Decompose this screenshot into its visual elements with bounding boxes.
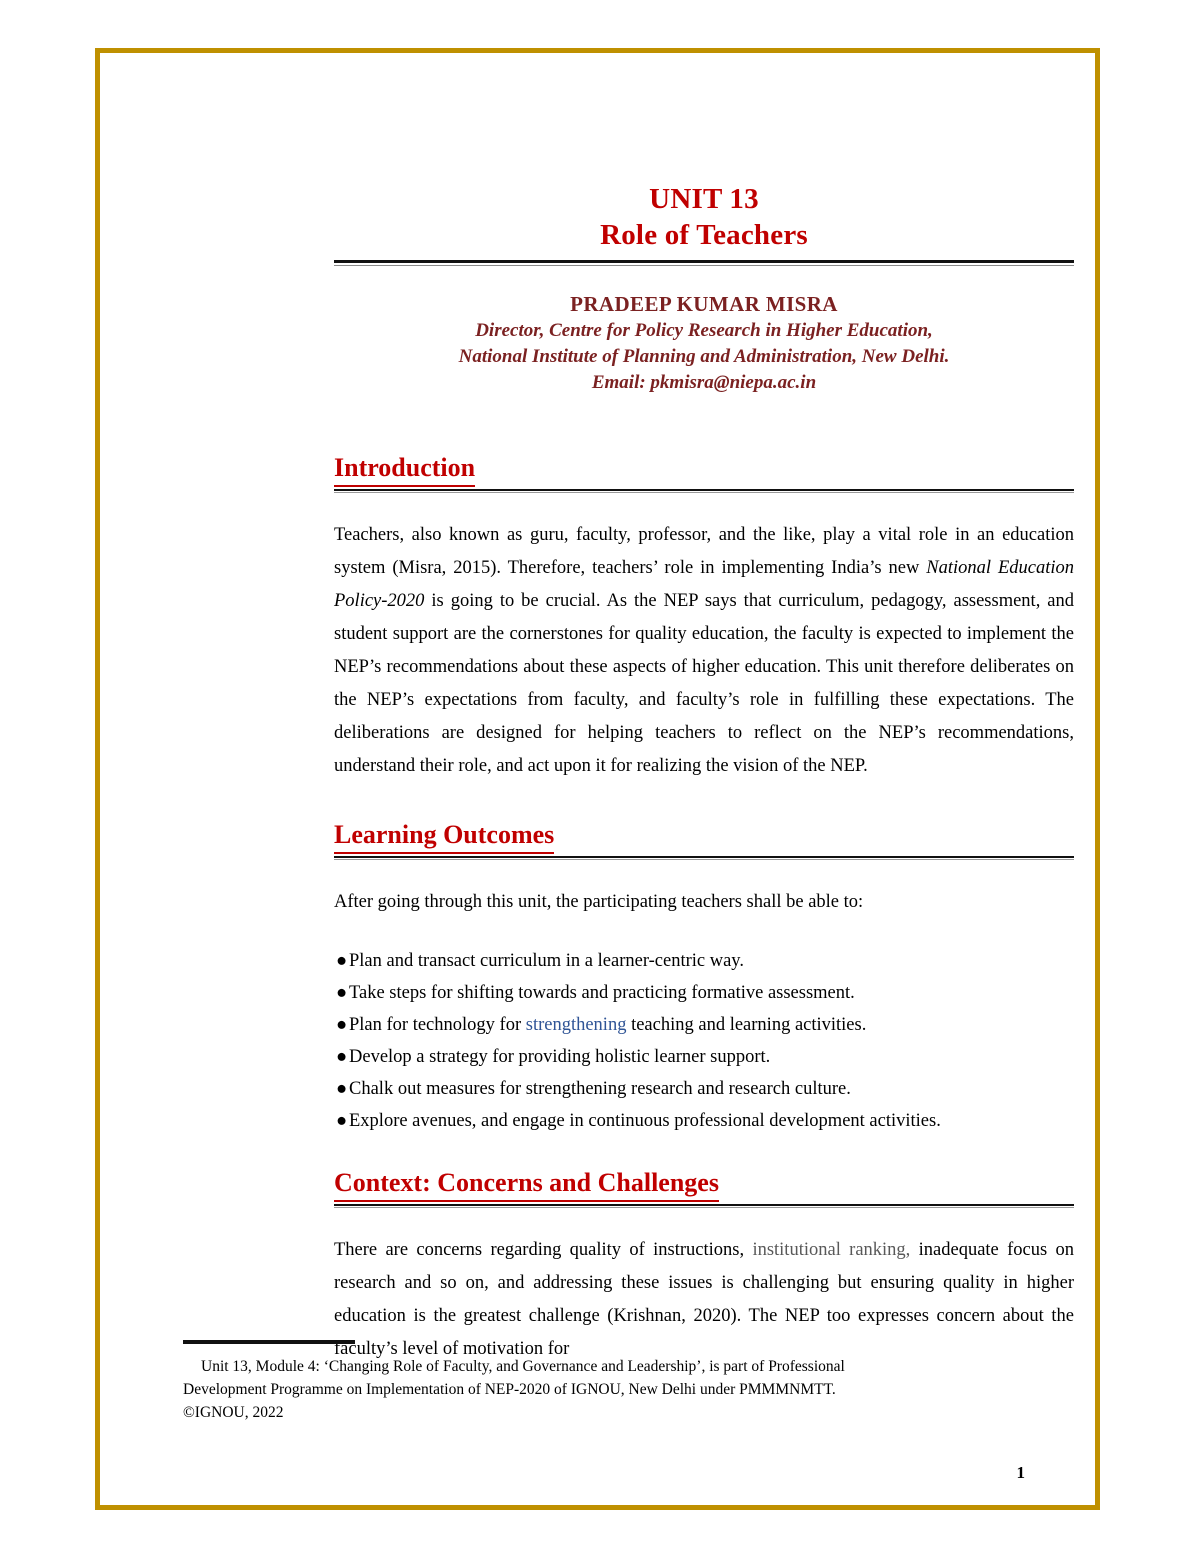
title-line-subject: Role of Teachers <box>600 219 808 251</box>
list-item-text: Chalk out measures for strengthening research and research culture. <box>349 1079 851 1099</box>
page-border-frame <box>95 48 1100 1510</box>
list-item <box>334 1105 1074 1137</box>
list-item-highlight: strengthening <box>525 1015 627 1035</box>
author-affiliation-line-1: Director, Centre for Policy Research in Higher Education, <box>475 320 933 341</box>
bullet-icon: ● <box>336 951 348 971</box>
context-text-muted: institutional ranking, <box>752 1240 911 1260</box>
learning-outcomes-intro: After going through this unit, the participating teachers shall be able to: <box>334 892 864 912</box>
spacer <box>334 783 1074 819</box>
bullet-icon: ● <box>336 1111 348 1131</box>
list-item <box>334 977 1074 1009</box>
context-text-part-1: There are concerns regarding quality of instructions, <box>334 1240 753 1260</box>
spacer <box>334 396 1074 452</box>
footnote-separator-rule <box>183 1340 355 1344</box>
section-heading-introduction <box>334 452 1074 487</box>
spacer <box>334 1137 1074 1167</box>
context-text-part-2: inadequate focus on research and so on, and addressing these issues is challenging but ensuring quality in higher education is the greatest challenge (Krishnan, 2020). The NEP too expresses concern about the faculty’s level of motivation for <box>334 1240 1075 1359</box>
footnote-line-1 <box>183 1355 983 1378</box>
footnote-line-2: Development Programme on Implementation of NEP-2020 of IGNOU, New Delhi under PMMMNMTT. <box>183 1381 836 1398</box>
page-number: 1 <box>1016 1463 1025 1482</box>
list-item <box>334 1009 1074 1041</box>
title-line-unit: UNIT 13 <box>649 183 759 215</box>
section-heading-introduction-label: Introduction <box>334 452 475 487</box>
spacer <box>334 919 1074 945</box>
bullet-icon: ● <box>336 983 348 1003</box>
author-affiliation-line-2: National Institute of Planning and Administration, New Delhi. <box>458 346 950 367</box>
list-item <box>334 1073 1074 1105</box>
section-heading-learning-outcomes <box>334 819 1074 854</box>
learning-outcomes-list <box>334 945 1074 1137</box>
introduction-text-part-2: is going to be crucial. As the NEP says that curriculum, pedagogy, assessment, and student support are the cornerstones for quality education, the faculty is expected to implement the NEP’s recommendations about these aspects of higher education. This unit therefore deliberates on the NEP’s expectations from faculty, and faculty’s role in fulfilling these expectations. The deliberations are designed for helping teachers to reflect on the NEP’s recommendations, understand their role, and act upon it for realizing the vision of the NEP. <box>334 591 1074 776</box>
list-item-text: Plan and transact curriculum in a learner-centric way. <box>349 951 744 971</box>
list-item <box>334 1041 1074 1073</box>
list-item <box>334 945 1074 977</box>
footnote-line-3: ©IGNOU, 2022 <box>183 1404 284 1421</box>
title-horizontal-rule <box>334 260 1074 266</box>
bullet-icon: ● <box>336 1047 348 1067</box>
list-item-text: Develop a strategy for providing holistic learner support. <box>349 1047 771 1067</box>
spacer <box>334 1208 1074 1234</box>
footnote-block <box>183 1340 983 1424</box>
spacer <box>334 860 1074 886</box>
section-heading-context <box>334 1167 1074 1202</box>
list-item-text-tail: teaching and learning activities. <box>626 1015 867 1035</box>
introduction-policy-title: National Education Policy-2020 <box>334 558 1074 611</box>
introduction-paragraph <box>334 519 1074 783</box>
author-email: Email: pkmisra@niepa.ac.in <box>591 372 817 393</box>
introduction-text-part-1: Teachers, also known as guru, faculty, professor, and the like, play a vital role in an education system (Misra, 2015). Therefore, teachers’ role in implementing India’s new <box>334 525 1074 578</box>
list-item-text: Plan for technology for <box>349 1015 526 1035</box>
document-content <box>334 181 1074 1366</box>
author-block <box>334 290 1074 396</box>
bullet-icon: ● <box>336 1079 348 1099</box>
section-heading-context-label: Context: Concerns and Challenges <box>334 1167 719 1202</box>
list-item-text: Explore avenues, and engage in continuous professional development activities. <box>349 1111 941 1131</box>
bullet-icon: ● <box>336 1015 348 1035</box>
author-name: PRADEEP KUMAR MISRA <box>570 292 838 316</box>
section-heading-learning-outcomes-label: Learning Outcomes <box>334 819 554 854</box>
spacer <box>334 493 1074 519</box>
list-item-text: Take steps for shifting towards and practicing formative assessment. <box>349 983 855 1003</box>
footnote-line-1-text: Unit 13, Module 4: ‘Changing Role of Faculty, and Governance and Leadership’, is part of Professional <box>201 1358 845 1375</box>
document-title <box>334 181 1074 253</box>
